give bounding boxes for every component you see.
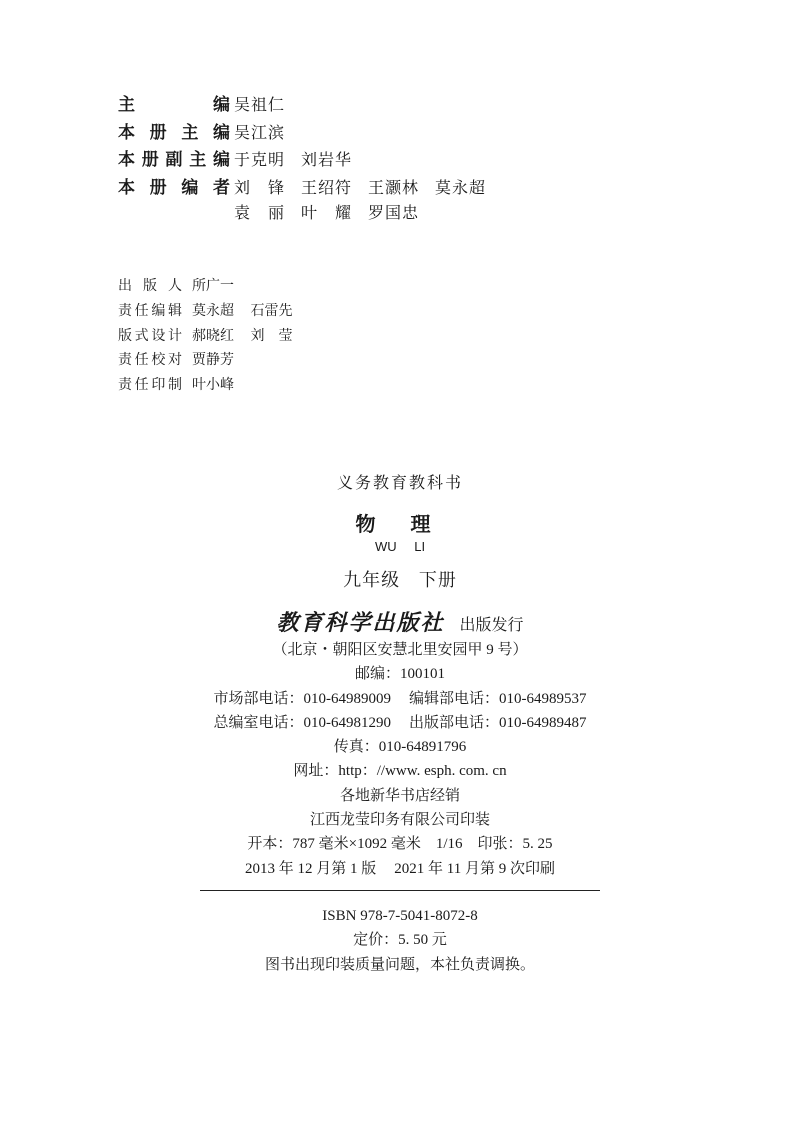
edition: 2013 年 12 月第 1 版 xyxy=(245,860,377,877)
book-grade xyxy=(0,566,800,592)
editor-role: 本册主编 xyxy=(118,122,230,143)
staff-role: 责任编辑 xyxy=(118,302,182,319)
publisher-logo: 教育科学出版社 xyxy=(276,610,445,636)
editor-role: 主 编 xyxy=(118,95,230,115)
phone-row xyxy=(0,687,800,711)
divider-rule xyxy=(200,890,600,891)
editor-name: 叶 耀 xyxy=(301,203,353,222)
staff-role: 版式设计 xyxy=(118,327,182,344)
editor-name: 刘 锋 xyxy=(234,177,286,197)
staff-role: 责任校对 xyxy=(118,352,182,369)
editor-name: 罗国忠 xyxy=(368,203,420,222)
editor-credits xyxy=(118,90,502,228)
staff-row xyxy=(118,325,304,350)
phone-chief: 总编室电话：010-64981290 xyxy=(213,714,391,731)
distribution: 各地新华书店经销 xyxy=(339,787,460,804)
phone-edit: 编辑部电话：010-64989537 xyxy=(409,690,587,707)
website: 网址：http：//www. esph. com. cn xyxy=(293,763,507,780)
phone-publish: 出版部电话：010-64989487 xyxy=(409,714,587,731)
editor-name: 于克明 xyxy=(234,150,286,169)
editor-name: 王绍符 xyxy=(301,177,353,197)
book-series: 义务教育教科书 xyxy=(336,473,463,492)
editor-name: 吴祖仁 xyxy=(234,95,286,114)
printer: 江西龙莹印务有限公司印装 xyxy=(309,812,490,829)
staff-row xyxy=(118,374,304,399)
staff-name: 刘 莹 xyxy=(250,327,293,344)
publisher-line xyxy=(0,606,800,637)
address: （北京・朝阳区安慧北里安园甲 9 号） xyxy=(272,642,528,658)
editor-row xyxy=(118,118,502,146)
footer-info xyxy=(0,904,800,977)
editor-role: 本册副主编 xyxy=(118,150,230,170)
editor-name: 吴江滨 xyxy=(234,122,286,142)
publisher-action: 出版发行 xyxy=(459,615,524,634)
grade-label: 九年级 xyxy=(343,570,401,591)
staff-credits xyxy=(118,275,304,399)
editor-row xyxy=(118,90,502,118)
printing: 2021 年 11 月第 9 次印刷 xyxy=(394,860,555,877)
editor-row xyxy=(118,200,502,228)
editor-row xyxy=(118,173,502,201)
editor-row xyxy=(118,145,502,173)
staff-row xyxy=(118,275,304,300)
quality-notice: 图书出现印装质量问题，本社负责调换。 xyxy=(264,956,535,973)
staff-name: 贾静芳 xyxy=(192,352,234,369)
book-title: 物 理 xyxy=(355,512,445,536)
isbn: ISBN 978-7-5041-8072-8 xyxy=(322,908,478,924)
postcode: 邮编：100101 xyxy=(354,666,445,683)
phone-row xyxy=(0,711,800,735)
phone-market: 市场部电话：010-64989009 xyxy=(213,690,391,707)
editor-name: 袁 丽 xyxy=(234,203,286,222)
editor-name: 莫永超 xyxy=(435,177,487,197)
staff-name: 郝晓红 xyxy=(192,327,234,344)
edition-row xyxy=(0,857,800,881)
book-pinyin: WU LI xyxy=(374,539,426,554)
staff-name: 石雷先 xyxy=(250,302,293,319)
staff-row xyxy=(118,300,304,325)
staff-row xyxy=(118,349,304,374)
editor-name: 刘岩华 xyxy=(301,150,353,169)
editor-name: 王灏林 xyxy=(368,177,420,197)
staff-name: 莫永超 xyxy=(192,302,234,319)
fax: 传真：010-64891796 xyxy=(333,739,467,756)
staff-name: 叶小峰 xyxy=(192,377,234,394)
staff-role: 出版人 xyxy=(118,278,182,294)
volume-label: 下册 xyxy=(418,570,457,591)
editor-role: 本册编者 xyxy=(118,177,230,198)
staff-name: 所广一 xyxy=(192,278,234,294)
publication-info xyxy=(0,638,800,881)
format: 开本：787 毫米×1092 毫米 1/16 印张：5. 25 xyxy=(247,836,553,853)
price: 定价：5. 50 元 xyxy=(353,932,447,949)
staff-role: 责任印制 xyxy=(118,377,182,394)
